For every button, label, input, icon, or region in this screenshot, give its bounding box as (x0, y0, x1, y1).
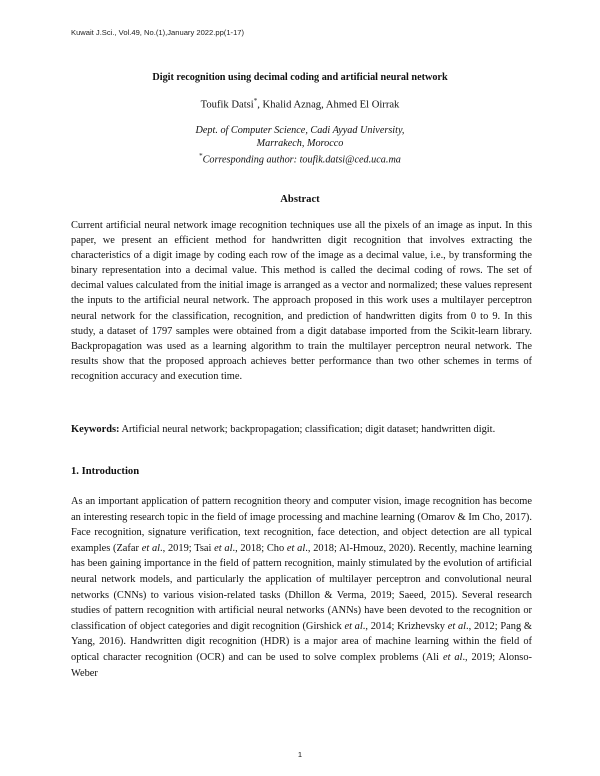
corresponding-author (0, 150, 600, 166)
abstract-text: Current artificial neural network image recognition techniques use all the pixels of an image as input. In this paper, we present an efficient method for handwritten digit recognition that involves extracting the characteristics of a digit image by coding each row of the image as a decimal value, i.e., by transforming the binary representation into a decimal value. This method is called the decimal coding of rows. The set of decimal values calculated from the initial image is arranged as a vector and normalized; these values represent the inputs to the artificial neural network. The approach proposed in this work uses a multilayer perceptron neural network for the classification, recognition, and prediction of handwritten digits from 0 to 9. In this study, a dataset of 1797 samples were obtained from a digit database imported from the Scikit-learn library. Backpropagation was used as a learning algorithm to train the multilayer perceptron neural network. The results show that the proposed approach achieves better performance than two other schemes in terms of recognition accuracy and execution time. (71, 220, 532, 382)
intro-citation-etal: et al (344, 620, 363, 632)
corresponding-text: Corresponding author: toufik.datsi@ced.uca.ma (202, 154, 401, 166)
intro-segment: ., 2019; Alonso-Weber (71, 651, 532, 679)
abstract-heading: Abstract (280, 194, 320, 205)
section-heading-introduction: 1. Introduction (71, 466, 140, 477)
keywords-label: Keywords: (71, 424, 120, 435)
page-number: 1 (297, 750, 303, 759)
keywords-paragraph (71, 422, 532, 437)
affiliation-line-1: Dept. of Computer Science, Cadi Ayyad University, (195, 125, 405, 136)
intro-citation-etal: et al (442, 651, 463, 663)
intro-segment: ., 2018; Al-Hmouz, 2020). Recently, machine learning has been gaining importance in the field of pattern recognition, mainly stimulated by the evolution of artificial neural network models, and particularly the application of multilayer perceptron and convolutional neural networks (CNNs) to various vision-related tasks (Dhillon & Verma, 2019; Saeed, 2015). Several research studies of pattern recognition with artificial neural networks (ANNs) have been devoted to the recognition or classification of object categories and digit recognition (Girshick (71, 542, 533, 632)
corresponding-mark: * (199, 152, 203, 160)
intro-citation-etal: et al (286, 542, 306, 554)
intro-segment: As an important application of pattern recognition theory and computer vision, image recognition has become an interesting research topic in the field of image processing and machine learning (Omarov & Im Cho, 2017). Face recognition, signature verification, text recognition, face detection, and object detection are all typical examples (Zafar (71, 496, 532, 554)
intro-citation-etal: et al (141, 542, 161, 554)
paper-title: Digit recognition using decimal coding and artificial neural network (152, 72, 448, 83)
intro-segment: ., 2014; Krizhevsky (362, 620, 448, 632)
intro-citation-etal: et al (214, 542, 233, 554)
intro-segment: ., 2018; Cho (232, 542, 287, 554)
intro-citation-etal: et al (447, 620, 467, 632)
introduction-paragraph (71, 494, 532, 681)
intro-segment: ., 2012; Pang & Yang, 2016). Handwritten digit recognition (HDR) is a major area of machine learning within the field of optical character recognition (OCR) and can be used to solve complex problems (Ali (71, 620, 532, 663)
affiliation-line-2: Marrakech, Morocco (256, 138, 344, 149)
author-line (0, 97, 600, 111)
affiliation-block (0, 124, 600, 166)
intro-segment: ., 2019; Tsai (160, 542, 215, 554)
keywords-text: Artificial neural network; backpropagation; classification; digit dataset; handwritten digit. (119, 424, 496, 435)
author-mark: * (253, 97, 258, 105)
author-rest: , Khalid Aznag, Ahmed El Oirrak (257, 99, 400, 111)
author-first: Toufik Datsi (200, 99, 254, 111)
running-head: Kuwait J.Sci., Vol.49, No.(1),January 2022.pp(1-17) (71, 28, 245, 37)
